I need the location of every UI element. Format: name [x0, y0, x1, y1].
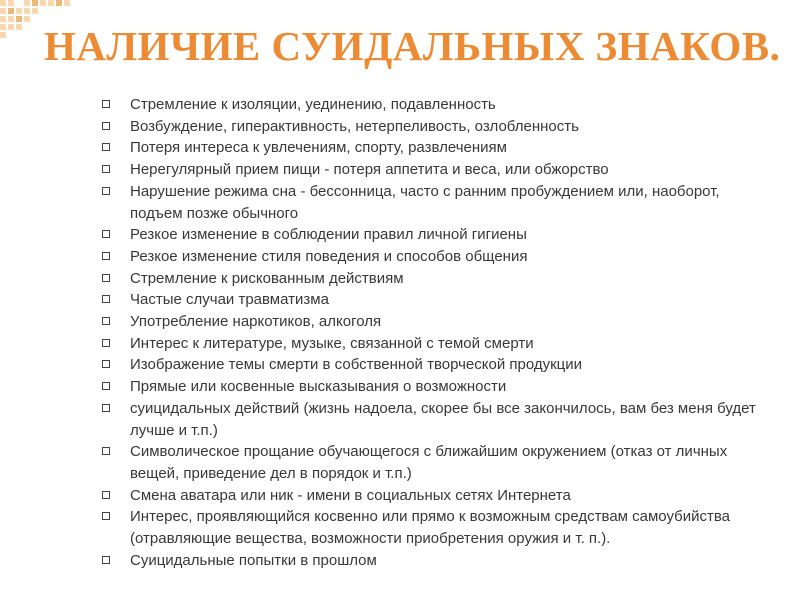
square-bullet-icon	[102, 295, 110, 303]
square-bullet-icon	[102, 317, 110, 325]
list-item	[100, 268, 760, 290]
list-item-text: Стремление к рискованным действиям	[130, 269, 404, 287]
list-item	[100, 94, 760, 116]
list-item-text: Резкое изменение в соблюдении правил личной гигиены	[130, 226, 527, 244]
square-bullet-icon	[102, 339, 110, 347]
list-item-text: Резкое изменение стиля поведения и способов общения	[130, 247, 528, 265]
list-item-text: Прямые или косвенные высказывания о возможности	[130, 378, 507, 396]
list-item-text: Возбуждение, гиперактивность, нетерпеливость, озлобленность	[130, 117, 579, 135]
signs-list	[100, 94, 760, 571]
square-bullet-icon	[102, 274, 110, 282]
list-item-text: суицидальных действий (жизнь надоела, скорее бы все закончилось, вам без меня будет лучше и т.п.)	[130, 399, 756, 439]
list-item-text: Интерес, проявляющийся косвенно или прямо к возможным средствам самоубийства (отравляющие вещества, возможности приобретения оружия и т. п.).	[130, 508, 731, 548]
list-item	[100, 224, 760, 246]
list-item	[100, 441, 760, 484]
list-item	[100, 137, 760, 159]
list-item-text: Частые случаи травматизма	[130, 291, 329, 309]
square-bullet-icon	[102, 252, 110, 260]
list-item	[100, 181, 760, 224]
list-item	[100, 550, 760, 572]
list-item	[100, 506, 760, 549]
square-bullet-icon	[102, 556, 110, 564]
list-item	[100, 376, 760, 398]
list-item-text: Суицидальные попытки в прошлом	[130, 551, 377, 569]
list-item-text: Нерегулярный прием пищи - потеря аппетита и веса, или обжорство	[130, 161, 609, 179]
list-item	[100, 333, 760, 355]
list-item	[100, 246, 760, 268]
page-title: НАЛИЧИЕ СУИДАЛЬНЫХ ЗНАКОВ.	[44, 23, 781, 69]
list-item	[100, 354, 760, 376]
square-bullet-icon	[102, 491, 110, 499]
list-item	[100, 485, 760, 507]
square-bullet-icon	[102, 447, 110, 455]
list-item-text: Нарушение режима сна - бессонница, часто с ранним пробуждением или, наоборот, подъем позже обычного	[130, 182, 720, 222]
square-bullet-icon	[102, 165, 110, 173]
list-item-text: Употребление наркотиков, алкоголя	[130, 313, 382, 331]
square-bullet-icon	[102, 100, 110, 108]
list-item	[100, 289, 760, 311]
list-item-text: Потеря интереса к увлечениям, спорту, развлечениям	[130, 139, 507, 157]
square-bullet-icon	[102, 143, 110, 151]
list-item	[100, 159, 760, 181]
list-item-text: Интерес к литературе, музыке, связанной с темой смерти	[130, 334, 534, 352]
square-bullet-icon	[102, 230, 110, 238]
square-bullet-icon	[102, 512, 110, 520]
square-bullet-icon	[102, 122, 110, 130]
square-bullet-icon	[102, 382, 110, 390]
square-bullet-icon	[102, 187, 110, 195]
square-bullet-icon	[102, 360, 110, 368]
list-item-text: Стремление к изоляции, уединению, подавленность	[130, 96, 496, 113]
list-item	[100, 311, 760, 333]
list-item-text: Изображение темы смерти в собственной творческой продукции	[130, 356, 583, 374]
list-item-text: Смена аватара или ник - имени в социальных сетях Интернета	[130, 486, 571, 504]
list-item	[100, 116, 760, 138]
list-item-text: Символическое прощание обучающегося с ближайшим окружением (отказ от личных вещей, приведение дел в порядок и т.п.)	[130, 443, 728, 482]
list-item	[100, 398, 760, 441]
square-bullet-icon	[102, 404, 110, 412]
